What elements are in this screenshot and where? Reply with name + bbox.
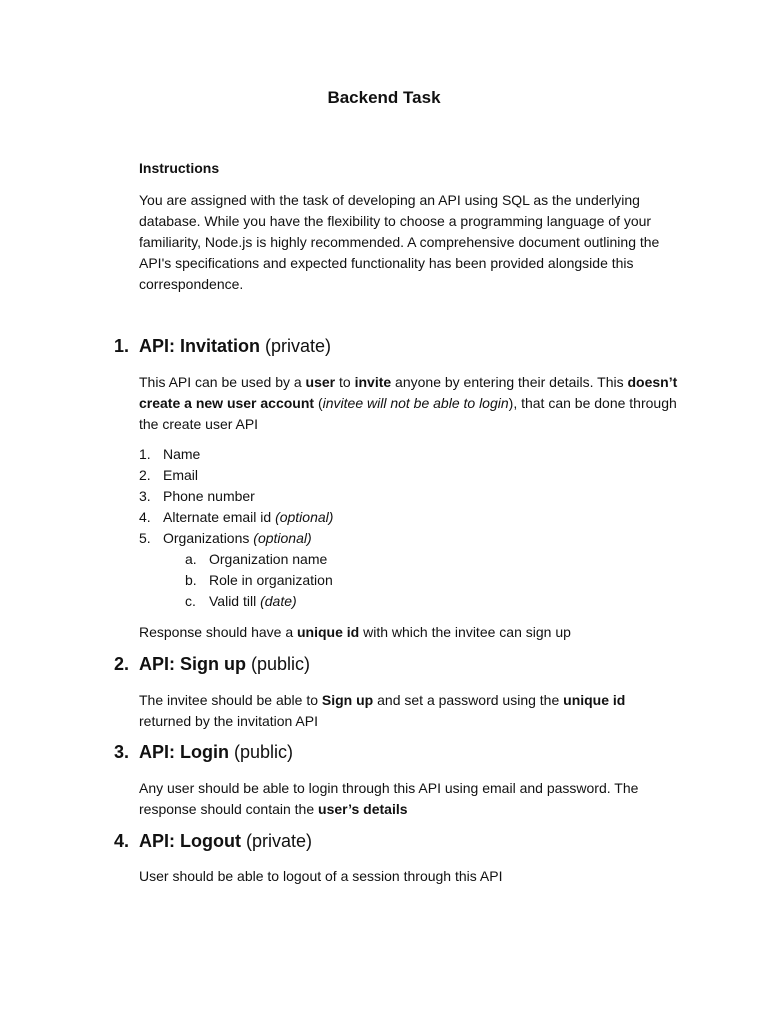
section-access: (private) (260, 336, 332, 356)
section-login-description: Any user should be able to login through this API using email and password. The response should contain the user’s details (139, 780, 639, 817)
invitation-response-note: Response should have a unique id with which the invitee can sign up (139, 624, 571, 640)
section-logout-heading (114, 831, 312, 852)
section-number: 4. (114, 831, 130, 851)
section-number: 1. (114, 336, 130, 356)
section-number: 3. (114, 742, 130, 762)
list-item: 5. Organizations (optional) (139, 530, 312, 546)
list-item: 4. Alternate email id (optional) (139, 509, 334, 525)
section-invitation-heading (114, 336, 331, 357)
list-item: 1. Name (139, 446, 201, 462)
section-name: API: Invitation (139, 336, 260, 356)
section-access: (private) (240, 831, 312, 851)
section-access: (public) (246, 654, 311, 674)
section-logout-description: User should be able to logout of a session through this API (139, 868, 503, 884)
instructions-heading: Instructions (139, 160, 220, 176)
instructions-body: You are assigned with the task of developing an API using SQL as the underlying database. While you have the flexibility to choose a programming language of your familiarity, Node.js is highly recommended. A comprehensive document outlining the API's specifications and expected functionality has been provided alongside this correspondence. (139, 192, 660, 292)
section-access: (public) (228, 742, 294, 762)
document-title: Backend Task (327, 88, 441, 107)
organization-subfields-list (185, 549, 333, 612)
section-signup-description: The invitee should be able to Sign up and set a password using the unique id returned by the invitation API (139, 692, 626, 729)
section-signup-heading (114, 654, 310, 675)
invitation-fields-list (139, 444, 333, 549)
list-item: a. Organization name (185, 551, 328, 567)
list-item: b. Role in organization (185, 572, 333, 588)
section-number: 2. (114, 654, 130, 674)
section-name: API: Login (139, 742, 229, 762)
section-invitation-description: This API can be used by a user to invite anyone by entering their details. This doesn’t create a new user account (invitee will not be able to login), that can be done through the create user API (139, 374, 678, 432)
section-name: API: Logout (139, 831, 241, 851)
list-item: 3. Phone number (139, 488, 255, 504)
list-item: 2. Email (139, 467, 199, 483)
section-login-heading (114, 742, 293, 763)
list-item: c. Valid till (date) (185, 593, 297, 609)
section-name: API: Sign up (139, 654, 246, 674)
